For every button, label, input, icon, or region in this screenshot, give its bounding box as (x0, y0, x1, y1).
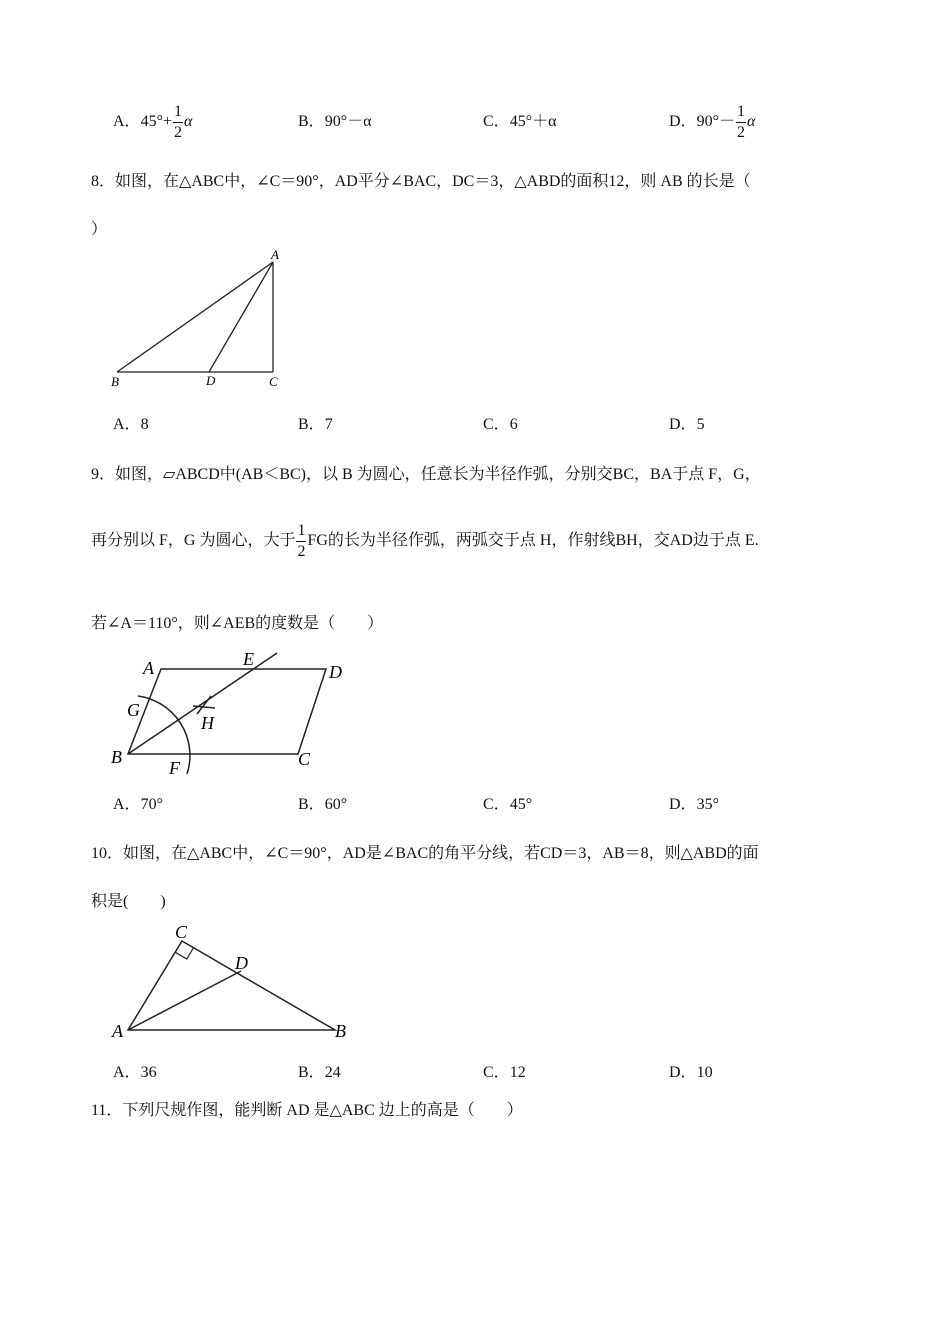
parallelogram-abcd (128, 669, 326, 754)
q9-stem-cont: 再分别以 F，G 为圆心，大于 $\frac{1}{2}$ FG的长为半径作弧，两弧交于点 H，作射线BH，交AD边于点 E. (91, 522, 759, 560)
label-d: D (235, 953, 248, 973)
q10-option-b: B．24 (298, 1064, 341, 1081)
label-d: D (206, 373, 216, 388)
label-d: D (329, 662, 342, 682)
label-b: B (335, 1021, 346, 1041)
segment-ad (128, 971, 241, 1030)
q7-option-d: D．90°－ $\frac{1}{2}$ α (669, 103, 756, 141)
q9-option-a: A．70° (113, 796, 163, 813)
label-f: F (169, 758, 180, 778)
label-b: B (111, 747, 122, 767)
q9-option-c: C．45° (483, 796, 533, 813)
q10-option-a: A．36 (113, 1064, 157, 1081)
q8-stem: 8．如图，在△ABC中，∠C＝90°，AD平分∠BAC，DC＝3，△ABD的面积12，则 AB 的长是（ (91, 173, 751, 190)
label-c: C (269, 374, 278, 389)
q9-figure (105, 648, 355, 780)
triangle-abc (128, 941, 335, 1030)
segment-ab (117, 262, 273, 372)
q10-option-c: C．12 (483, 1064, 526, 1081)
q8-option-b: B．7 (298, 416, 333, 433)
fraction: $\frac{1}{2}$ (297, 522, 306, 560)
q11-stem: 11．下列尺规作图，能判断 AD 是△ABC 边上的高是（ ） (91, 1102, 523, 1119)
q7-option-a: A．45°+ $\frac{1}{2}$ α (113, 103, 193, 141)
label-h: H (201, 713, 214, 733)
q8-option-a: A．8 (113, 416, 149, 433)
label-g: G (127, 700, 140, 720)
label-b: B (111, 374, 119, 389)
q10-option-d: D．10 (669, 1064, 713, 1081)
label-a: A (143, 658, 154, 678)
q10-figure (105, 916, 355, 1046)
q8-option-c: C．6 (483, 416, 518, 433)
right-angle-mark (175, 948, 193, 959)
q9-option-d: D．35° (669, 796, 719, 813)
q7-option-c: C．45°＋α (483, 113, 557, 130)
q9-stem: 9．如图，▱ABCD中(AB＜BC)，以 B 为圆心，任意长为半径作弧，分别交BC，BA于点 F，G， (91, 466, 761, 483)
q8-option-d: D．5 (669, 416, 705, 433)
q7-option-b: B．90°－α (298, 113, 372, 130)
label-a: A (112, 1021, 123, 1041)
fraction: $\frac{1}{2}$ (736, 103, 745, 141)
q10-stem-cont: 积是( ) (91, 893, 166, 910)
q8-figure (105, 243, 295, 393)
q9-stem-question: 若∠A＝110°，则∠AEB的度数是（ ） (91, 615, 384, 632)
q10-stem: 10．如图，在△ABC中，∠C＝90°，AD是∠BAC的角平分线，若CD＝3，AB＝8，则△ABD的面 (91, 845, 759, 862)
q9-option-b: B．60° (298, 796, 348, 813)
fraction: $\frac{1}{2}$ (173, 103, 182, 141)
segment-ad (209, 262, 273, 372)
label-c: C (175, 922, 188, 942)
q8-stem-cont: ） (91, 221, 108, 238)
label-e: E (243, 649, 254, 669)
label-c: C (298, 749, 311, 769)
label-a: A (271, 247, 279, 262)
